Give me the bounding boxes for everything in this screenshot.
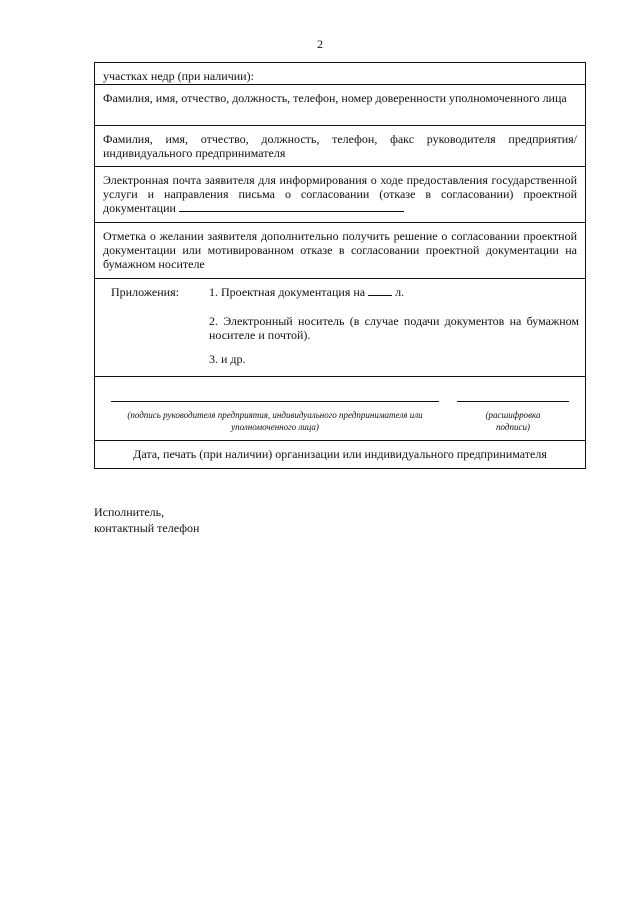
row-attachments xyxy=(95,279,585,377)
signature-caption: (подпись руководителя предприятия, индивидуального предпринимателя или уполномоченного лица) xyxy=(127,410,423,432)
attachment-item-1 xyxy=(209,285,404,299)
pages-blank-line[interactable] xyxy=(368,285,392,296)
signature-decoding-line[interactable] xyxy=(457,401,569,402)
row-date-stamp xyxy=(95,441,585,468)
row-signature xyxy=(95,377,585,441)
page-number: 2 xyxy=(317,37,323,51)
email-blank-line[interactable] xyxy=(179,201,404,212)
row-representative xyxy=(95,85,585,126)
row-head xyxy=(95,126,585,167)
email-text: Электронная почта заявителя для информирования о ходе предоставления государственной услуги и направления письма о согласовании (отказе в согласовании) проектной документации xyxy=(103,173,577,215)
representative-text: Фамилия, имя, отчество, должность, телефон, номер доверенности уполномоченного лица xyxy=(103,91,567,105)
subsoil-text: участках недр (при наличии): xyxy=(103,69,254,83)
attachment-item-2: 2. Электронный носитель (в случае подачи документов на бумажном носителе и почтой). xyxy=(209,314,579,342)
signature-line[interactable] xyxy=(111,401,439,402)
executor-label: Исполнитель, xyxy=(94,505,165,519)
attachment-item-3: 3. и др. xyxy=(209,352,246,366)
paper-note-text: Отметка о желании заявителя дополнительно получить решение о согласовании проектной документации или мотивированном отказе в согласовании проектной документации на бумажном носителе xyxy=(103,229,577,271)
row-paper-note xyxy=(95,223,585,279)
date-stamp-text: Дата, печать (при наличии) организации или индивидуального предпринимателя xyxy=(133,447,547,461)
contact-phone-label: контактный телефон xyxy=(94,521,200,535)
signature-decoding-caption: (расшифровка подписи) xyxy=(485,410,541,432)
head-text: Фамилия, имя, отчество, должность, телефон, факс руководителя предприятия/ индивидуального предпринимателя xyxy=(103,132,577,160)
row-subsoil xyxy=(95,63,585,85)
attachment-item-1-suffix: л. xyxy=(395,285,405,299)
attachment-item-1-text: 1. Проектная документация на xyxy=(209,285,366,299)
application-form xyxy=(94,62,586,469)
row-email xyxy=(95,167,585,223)
executor-block xyxy=(94,504,199,536)
attachments-label: Приложения: xyxy=(111,285,179,299)
